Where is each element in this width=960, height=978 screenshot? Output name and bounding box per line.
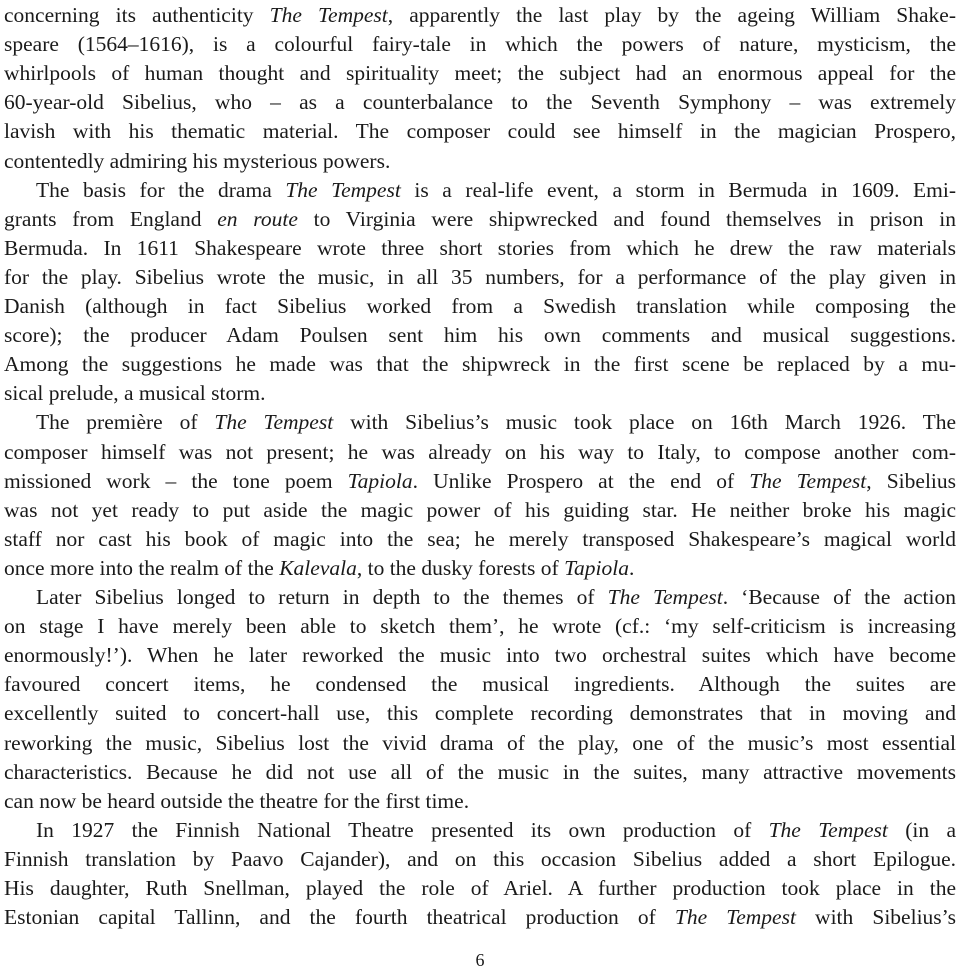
text-span: with Sibelius’s music took place on 16th March 1926. The xyxy=(333,410,957,435)
text-span: concerning its authenticity xyxy=(4,3,270,27)
text-span: grants from England xyxy=(4,206,218,231)
text-span: composer himself was not present; he was already on his way to Italy, to compose another com- xyxy=(4,439,956,464)
text-line xyxy=(4,379,956,408)
text-line xyxy=(4,30,956,59)
text-line xyxy=(4,234,956,263)
text-line xyxy=(4,408,956,437)
text-span: missioned work – the tone poem xyxy=(4,468,348,493)
text-span: 60-year-old Sibelius, who – as a counterbalance to the Seventh Symphony – was extremely xyxy=(4,90,956,115)
text-line xyxy=(4,205,956,234)
text-span: , Sibelius xyxy=(866,468,957,493)
text-span: characteristics. Because he did not use all of the music in the suites, many attractive movements xyxy=(4,759,956,784)
text-span: staff nor cast his book of magic into the sea; he merely transposed Shakespeare’s magical world xyxy=(4,526,956,551)
text-line xyxy=(4,321,956,350)
text-span: Bermuda. In 1611 Shakespeare wrote three short stories from which he drew the raw materials xyxy=(4,235,956,260)
text-span: The basis for the drama xyxy=(36,177,286,202)
text-span: Later Sibelius longed to return in depth to the themes of xyxy=(36,585,608,609)
text-line xyxy=(4,117,956,146)
text-line xyxy=(4,438,956,467)
text-span: to Virginia were shipwrecked and found themselves in prison in xyxy=(297,206,956,231)
text-span: reworking the music, Sibelius lost the vivid drama of the play, one of the music’s most essential xyxy=(4,730,956,755)
text-line xyxy=(4,583,956,612)
text-span: whirlpools of human thought and spirituality meet; the subject had an enormous appeal for the xyxy=(4,61,956,86)
italic-text: The Tempest xyxy=(269,3,388,27)
text-line xyxy=(4,874,956,903)
text-line xyxy=(4,525,956,554)
text-line xyxy=(4,903,956,932)
text-line xyxy=(4,59,956,88)
italic-text: The Tempest xyxy=(285,177,401,202)
text-span: is a real-life event, a storm in Bermuda in 1609. Emi- xyxy=(400,177,957,202)
text-line xyxy=(4,496,956,525)
text-span: His daughter, Ruth Snellman, played the role of Ariel. A further production took place in the xyxy=(4,876,956,900)
text-span: contentedly admiring his mysterious powers. xyxy=(4,148,391,173)
text-span: once more into the realm of the xyxy=(4,555,280,580)
italic-text: Tapiola xyxy=(564,555,629,580)
italic-text: Tapiola xyxy=(347,468,413,493)
text-line xyxy=(4,670,956,699)
text-line xyxy=(4,729,956,758)
text-line xyxy=(4,88,956,117)
text-span: excellently suited to concert-hall use, this complete recording demonstrates that in moving and xyxy=(4,701,956,726)
italic-text: The Tempest xyxy=(607,585,723,609)
text-span: on stage I have merely been able to sketch them’, he wrote (cf.: ‘my self-criticism is increasing xyxy=(4,614,956,639)
text-line xyxy=(4,1,956,30)
text-span: Among the suggestions he made was that the shipwreck in the first scene be replaced by a mu- xyxy=(4,352,956,377)
text-line xyxy=(4,699,956,728)
text-span: Estonian capital Tallinn, and the fourth theatrical production of xyxy=(4,905,675,930)
text-line xyxy=(4,612,956,641)
text-span: can now be heard outside the theatre for the first time. xyxy=(4,788,470,813)
text-span: was not yet ready to put aside the magic power of his guiding star. He neither broke his magic xyxy=(4,497,956,522)
text-line xyxy=(4,816,956,845)
text-line xyxy=(4,263,956,292)
text-span: The première of xyxy=(36,410,215,435)
text-span: score); the producer Adam Poulsen sent him his own comments and musical suggestions. xyxy=(4,323,956,348)
italic-text: en route xyxy=(217,206,298,231)
text-span: , apparently the last play by the ageing William Shake- xyxy=(387,3,957,27)
italic-text: The Tempest xyxy=(749,468,867,493)
text-span: sical prelude, a musical storm. xyxy=(4,381,266,406)
text-span: In 1927 the Finnish National Theatre presented its own production of xyxy=(36,817,769,842)
text-line xyxy=(4,147,956,176)
text-span: enormously!’). When he later reworked the music into two orchestral suites which have become xyxy=(4,643,956,668)
text-line xyxy=(4,176,956,205)
text-span: favoured concert items, he condensed the musical ingredients. Although the suites are xyxy=(4,672,956,697)
italic-text: The Tempest xyxy=(674,905,796,930)
text-line xyxy=(4,350,956,379)
text-span: . Unlike Prospero at the end of xyxy=(412,468,750,493)
text-span: lavish with his thematic material. The composer could see himself in the magician Prospero, xyxy=(4,119,956,144)
text-line xyxy=(4,467,956,496)
page-number: 6 xyxy=(475,950,485,970)
text-line xyxy=(4,641,956,670)
text-span: , to the dusky forests of xyxy=(356,555,565,580)
italic-text: The Tempest xyxy=(768,817,888,842)
text-line xyxy=(4,292,956,321)
italic-text: Kalevala xyxy=(279,555,357,580)
text-line xyxy=(4,554,956,583)
text-span: with Sibelius’s xyxy=(795,905,957,930)
text-span: (in a xyxy=(887,817,957,842)
italic-text: The Tempest xyxy=(214,410,334,435)
text-line xyxy=(4,845,956,874)
text-span: for the play. Sibelius wrote the music, in all 35 numbers, for a performance of the play given in xyxy=(4,264,956,289)
text-span: Finnish translation by Paavo Cajander), and on this occasion Sibelius added a short Epilogue. xyxy=(4,846,956,871)
text-line xyxy=(4,787,956,816)
text-span: Danish (although in fact Sibelius worked from a Swedish translation while composing the xyxy=(4,294,956,318)
text-span: . xyxy=(629,555,635,580)
text-span: . ‘Because of the action xyxy=(722,585,956,609)
text-line xyxy=(4,758,956,787)
text-span: speare (1564–1616), is a colourful fairy-tale in which the powers of nature, mysticism, the xyxy=(4,32,956,57)
